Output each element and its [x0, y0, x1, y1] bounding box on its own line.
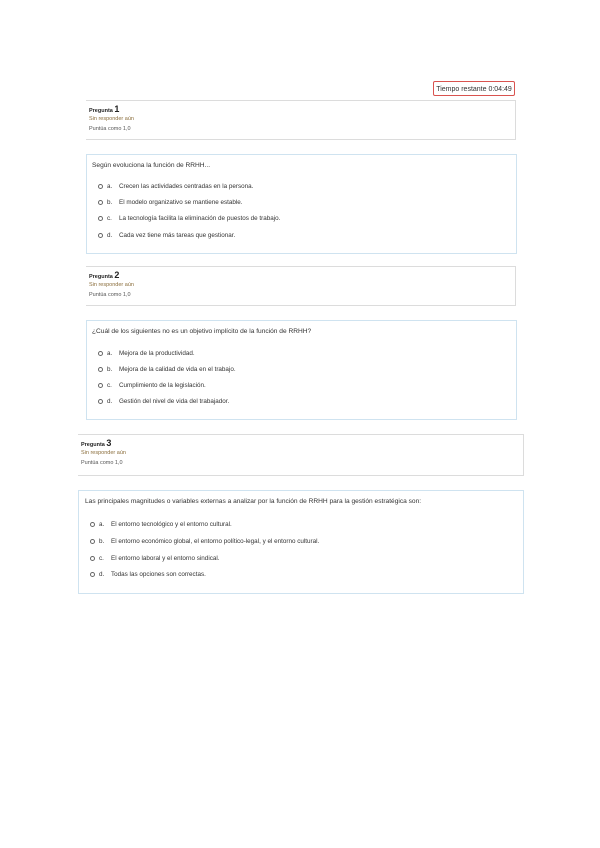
question-info-1: [86, 100, 516, 140]
option-letter: c.: [107, 382, 112, 389]
option-label: Gestión del nivel de vida del trabajador.: [119, 398, 230, 405]
option-2c[interactable]: [98, 382, 206, 389]
question-number-value: 3: [106, 438, 112, 448]
radio-button[interactable]: [98, 233, 103, 238]
option-label: El modelo organizativo se mantiene estable.: [119, 199, 243, 206]
question-text: ¿Cuál de los siguientes no es un objetivo implícito de la función de RRHH?: [92, 328, 312, 335]
radio-button[interactable]: [90, 539, 95, 544]
radio-button[interactable]: [98, 399, 103, 404]
question-label: Pregunta: [89, 274, 113, 280]
question-label: Pregunta: [89, 108, 113, 114]
radio-button[interactable]: [90, 522, 95, 527]
question-text: Según evoluciona la función de RRHH...: [92, 162, 211, 169]
radio-button[interactable]: [98, 367, 103, 372]
option-letter: b.: [99, 538, 105, 545]
question-state: Sin responder aún: [89, 116, 134, 122]
option-letter: c.: [99, 555, 104, 562]
radio-button[interactable]: [98, 351, 103, 356]
option-label: Mejora de la productividad.: [119, 350, 195, 357]
question-number-value: 1: [114, 104, 120, 114]
option-3a[interactable]: [90, 521, 232, 528]
option-3c[interactable]: [90, 555, 220, 562]
option-1c[interactable]: [98, 215, 280, 222]
option-label: El entorno tecnológico y el entorno cultural.: [111, 521, 232, 528]
radio-button[interactable]: [98, 216, 103, 221]
option-letter: d.: [99, 571, 105, 578]
question-number: [89, 104, 515, 114]
radio-button[interactable]: [90, 556, 95, 561]
question-info-3: [78, 434, 524, 476]
option-label: El entorno económico global, el entorno político-legal, y el entorno cultural.: [111, 538, 320, 545]
option-label: Cumplimiento de la legislación.: [119, 382, 206, 389]
time-remaining-badge: Tiempo restante 0:04:49: [433, 81, 515, 96]
option-1a[interactable]: [98, 183, 253, 190]
option-letter: a.: [107, 183, 113, 190]
option-letter: b.: [107, 199, 113, 206]
option-label: La tecnología facilita la eliminación de puestos de trabajo.: [119, 215, 281, 222]
question-label: Pregunta: [81, 442, 105, 448]
option-2d[interactable]: [98, 398, 229, 405]
option-letter: a.: [107, 350, 113, 357]
radio-button[interactable]: [90, 572, 95, 577]
option-1b[interactable]: [98, 199, 243, 206]
option-letter: c.: [107, 215, 112, 222]
option-3b[interactable]: [90, 538, 319, 545]
option-1d[interactable]: [98, 232, 235, 239]
option-letter: d.: [107, 232, 113, 239]
question-text: Las principales magnitudes o variables externas a analizar por la función de RRHH para la gestión estratégica son:: [85, 498, 422, 505]
question-info-2: [86, 266, 516, 306]
question-grade: Puntúa como 1,0: [89, 292, 131, 298]
option-2a[interactable]: [98, 350, 195, 357]
option-letter: b.: [107, 366, 113, 373]
question-state: Sin responder aún: [81, 450, 126, 456]
question-number-value: 2: [114, 270, 120, 280]
option-letter: d.: [107, 398, 113, 405]
question-grade: Puntúa como 1,0: [89, 126, 131, 132]
option-label: Mejora de la calidad de vida en el trabajo.: [119, 366, 236, 373]
option-label: El entorno laboral y el entorno sindical.: [111, 555, 220, 562]
question-grade: Puntúa como 1,0: [81, 460, 123, 466]
option-label: Todas las opciones son correctas.: [111, 571, 206, 578]
option-letter: a.: [99, 521, 105, 528]
question-number: [81, 438, 523, 448]
question-state: Sin responder aún: [89, 282, 134, 288]
radio-button[interactable]: [98, 184, 103, 189]
option-label: Cada vez tiene más tareas que gestionar.: [119, 232, 236, 239]
option-2b[interactable]: [98, 366, 236, 373]
radio-button[interactable]: [98, 383, 103, 388]
option-3d[interactable]: [90, 571, 206, 578]
option-label: Crecen las actividades centradas en la persona.: [119, 183, 254, 190]
question-number: [89, 270, 515, 280]
radio-button[interactable]: [98, 200, 103, 205]
